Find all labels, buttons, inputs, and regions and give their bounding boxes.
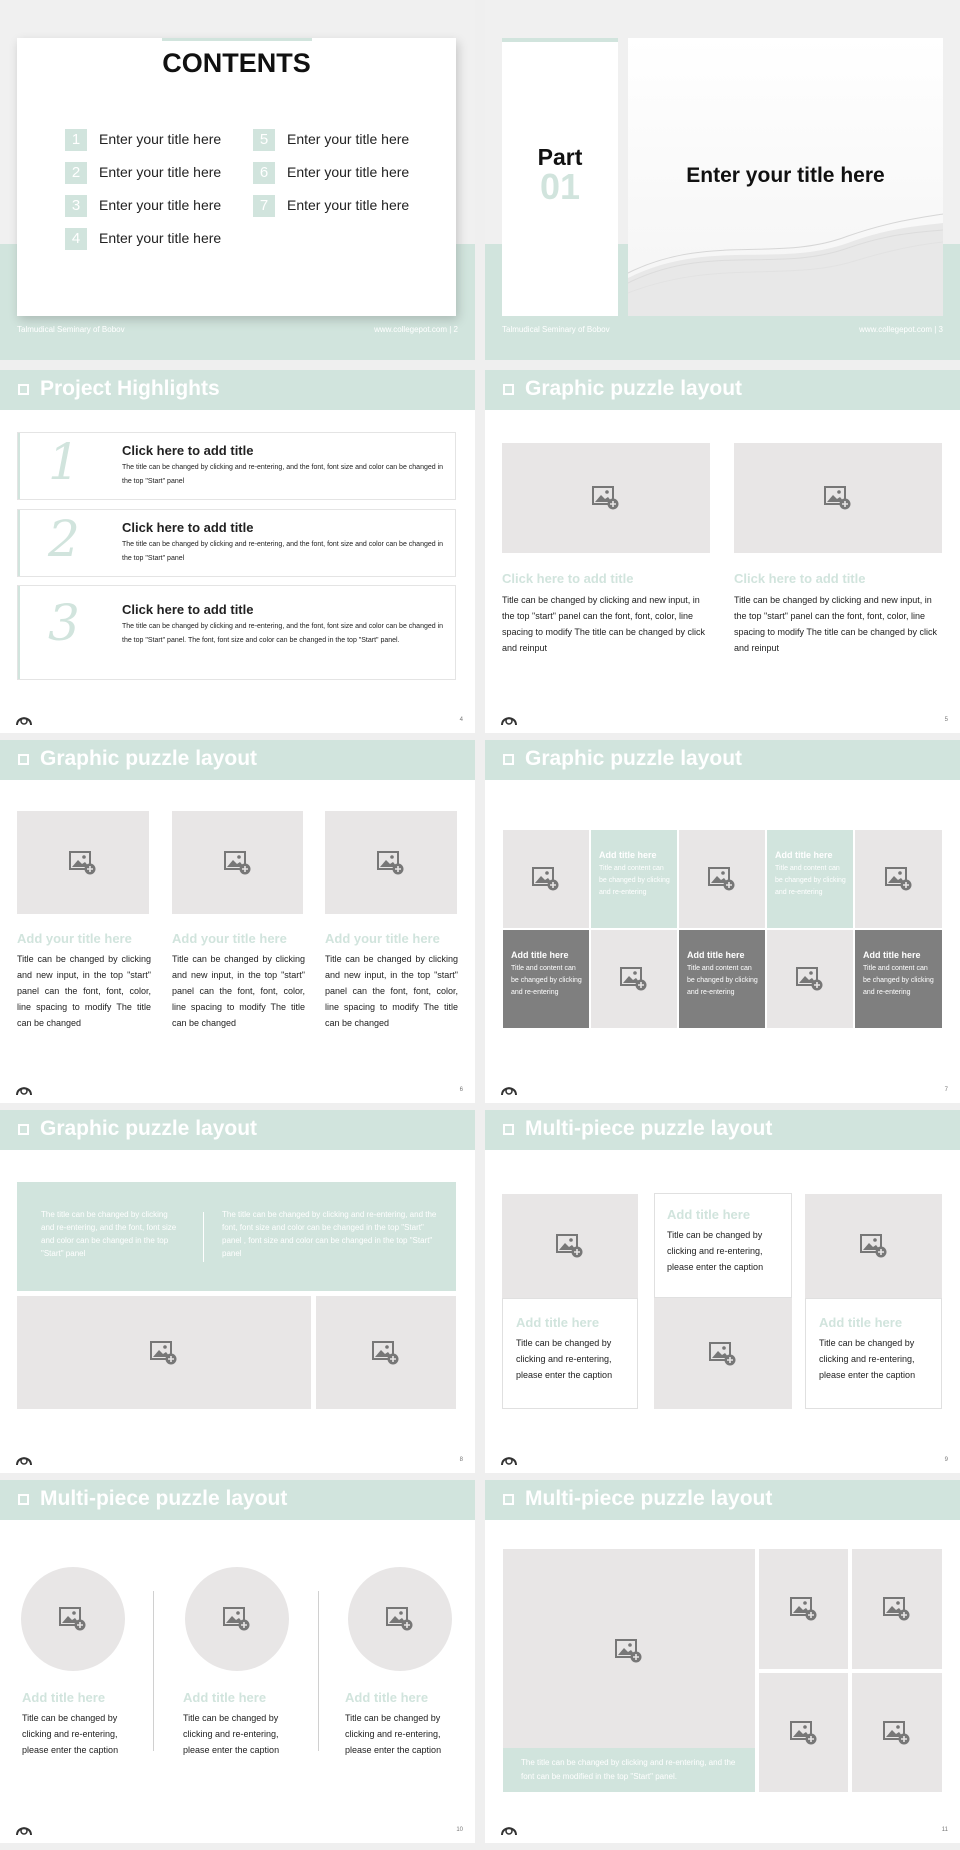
section-title: Enter your title here <box>686 164 885 187</box>
checkbox-icon <box>18 384 29 395</box>
image-icon <box>223 1607 251 1631</box>
cell-text: Title and content can be changed by clicking and re-entering <box>687 965 758 996</box>
contents-card <box>17 38 456 316</box>
caption-box[interactable] <box>654 1193 792 1298</box>
highlight-item[interactable] <box>17 585 456 680</box>
image-placeholder-circle[interactable] <box>348 1567 452 1671</box>
slide-header-title: Project Highlights <box>40 377 220 400</box>
slide-graphic-puzzle-grid[interactable] <box>485 740 960 1103</box>
slide-header <box>485 1110 960 1150</box>
text-cell[interactable] <box>767 830 853 928</box>
slide-multi-piece-blocks[interactable] <box>485 1110 960 1473</box>
footer-left: Talmudical Seminary of Bobov <box>17 325 125 334</box>
banner-text-left: The title can be changed by clicking and re-entering, and the font, font size and color can be changed in the top "Start" panel <box>41 1210 177 1258</box>
cell-title: Add title here <box>687 950 745 960</box>
slide-header <box>485 370 960 410</box>
column-text: Title can be changed by clicking and re-entering, please enter the caption <box>183 1713 280 1755</box>
image-placeholder-circle[interactable] <box>21 1567 125 1671</box>
highlight-title: Click here to add title <box>122 602 254 617</box>
logo-icon <box>15 1081 33 1097</box>
checkbox-icon <box>18 1494 29 1505</box>
image-icon <box>860 1234 888 1258</box>
cell-text: Title and content can be changed by clicking and re-entering <box>511 965 582 996</box>
column-title[interactable]: Add title here <box>22 1690 106 1705</box>
title-card <box>628 38 943 316</box>
item-number: 2 <box>65 162 87 184</box>
slide-contents[interactable] <box>0 0 475 360</box>
page-number: 6 <box>459 1087 463 1093</box>
item-number: 6 <box>253 162 275 184</box>
slide-graphic-puzzle-2col[interactable] <box>485 370 960 733</box>
column-title[interactable]: Add title here <box>183 1690 267 1705</box>
cell-title: Add title here <box>667 1207 751 1222</box>
logo-icon <box>500 1451 518 1467</box>
column-text: Title can be changed by clicking and new input, in the top "start" panel can the font, font, color, line spacing to modify The title can be changed <box>172 954 305 1028</box>
image-icon <box>386 1607 414 1631</box>
column-title[interactable]: Add your title here <box>325 931 440 946</box>
image-icon <box>708 867 736 891</box>
image-icon <box>883 1597 911 1621</box>
cell-text: Title can be changed by clicking and re-entering, please enter the caption <box>516 1338 613 1380</box>
text-cell[interactable] <box>855 930 942 1028</box>
page-number: 7 <box>944 1087 948 1093</box>
logo-icon <box>15 1451 33 1467</box>
page-number: 10 <box>456 1827 463 1833</box>
image-placeholder[interactable] <box>502 443 710 553</box>
image-icon <box>790 1721 818 1745</box>
item-number: 4 <box>65 228 87 250</box>
slide-graphic-puzzle-3col[interactable] <box>0 740 475 1103</box>
item-title: Enter your title here <box>99 131 222 147</box>
image-icon <box>59 1607 87 1631</box>
item-number: 1 <box>65 129 87 151</box>
slide-header-title: Graphic puzzle layout <box>525 377 743 400</box>
image-placeholder[interactable] <box>767 930 853 1028</box>
image-icon <box>885 867 913 891</box>
image-placeholder[interactable] <box>172 811 303 914</box>
text-cell[interactable] <box>591 830 677 928</box>
image-icon <box>556 1234 584 1258</box>
item-number: 5 <box>253 129 275 151</box>
text-cell[interactable] <box>679 930 765 1028</box>
highlight-text: The title can be changed by clicking and re-entering, and the font, font size and color can be changed in the top "Start" panel <box>122 541 444 562</box>
page-number: 5 <box>944 717 948 723</box>
logo-icon <box>15 711 33 727</box>
image-placeholder[interactable] <box>502 1194 638 1298</box>
checkbox-icon <box>503 1124 514 1135</box>
column-text: Title can be changed by clicking and re-entering, please enter the caption <box>345 1713 442 1755</box>
slide-header <box>485 1480 960 1520</box>
text-banner[interactable] <box>17 1182 456 1291</box>
slide-header-title: Graphic puzzle layout <box>40 1117 258 1140</box>
highlight-text: The title can be changed by clicking and re-entering, and the font, font size and color can be changed in the top "Start" panel. The font, font size and color can be changed in the top "Start" panel. <box>122 623 444 644</box>
slide-header <box>0 370 475 410</box>
slide-part[interactable] <box>485 0 960 360</box>
image-icon <box>620 967 648 991</box>
page-number: 8 <box>459 1457 463 1463</box>
image-placeholder[interactable] <box>17 1296 311 1409</box>
slide-multi-piece-circles[interactable] <box>0 1480 475 1843</box>
checkbox-icon <box>18 1124 29 1135</box>
slide-header-title: Graphic puzzle layout <box>40 747 258 770</box>
part-label: Part <box>537 144 583 170</box>
divider <box>318 1591 319 1751</box>
contents-heading: CONTENTS <box>162 48 311 78</box>
caption-strip <box>503 1748 755 1792</box>
footer-left: Talmudical Seminary of Bobov <box>502 325 610 334</box>
image-placeholder[interactable] <box>759 1549 848 1669</box>
item-title: Enter your title here <box>287 164 410 180</box>
image-placeholder-circle[interactable] <box>185 1567 289 1671</box>
image-placeholder[interactable] <box>855 830 942 928</box>
caption-text: The title can be changed by clicking and re-entering, and the font can be modified in the top "Start" panel. <box>521 1758 736 1781</box>
checkbox-icon <box>503 1494 514 1505</box>
image-icon <box>532 867 560 891</box>
highlight-item[interactable] <box>17 432 456 500</box>
image-icon <box>824 486 852 510</box>
slide-project-highlights[interactable] <box>0 370 475 733</box>
highlight-title: Click here to add title <box>122 443 254 458</box>
cell-title: Add title here <box>863 950 921 960</box>
column-text: Title can be changed by clicking and new input, in the top "start" panel can the font, font, color, line spacing to modify The title can be changed <box>17 954 151 1028</box>
image-icon <box>790 1597 818 1621</box>
slide-header <box>0 740 475 780</box>
item-number: 3 <box>65 195 87 217</box>
part-card <box>502 38 618 316</box>
image-placeholder[interactable] <box>852 1549 942 1669</box>
cell-text: Title can be changed by clicking and re-entering, please enter the caption <box>819 1338 916 1380</box>
image-placeholder[interactable] <box>325 811 457 914</box>
item-title: Enter your title here <box>287 197 410 213</box>
highlight-number: 3 <box>48 594 80 652</box>
image-placeholder[interactable] <box>679 830 765 928</box>
slide-multi-piece-mosaic[interactable] <box>485 1480 960 1843</box>
image-icon <box>377 851 405 875</box>
cell-title: Add title here <box>819 1315 903 1330</box>
image-placeholder[interactable] <box>805 1194 942 1298</box>
caption-box[interactable] <box>502 1298 638 1409</box>
page-number: 11 <box>941 1827 948 1833</box>
slide-header-title: Graphic puzzle layout <box>525 747 743 770</box>
slide-header <box>485 740 960 780</box>
cell-title: Add title here <box>511 950 569 960</box>
image-icon <box>224 851 252 875</box>
image-icon <box>592 486 620 510</box>
slide-graphic-puzzle-banner[interactable] <box>0 1110 475 1473</box>
image-placeholder[interactable] <box>591 930 677 1028</box>
checkbox-icon <box>503 384 514 395</box>
part-number: 01 <box>539 166 581 207</box>
item-title: Enter your title here <box>99 164 222 180</box>
slide-header-title: Multi-piece puzzle layout <box>525 1117 773 1140</box>
cell-text: Title and content can be changed by clicking and re-entering <box>863 965 934 996</box>
cell-text: Title and content can be changed by clicking and re-entering <box>775 865 846 896</box>
image-icon <box>69 851 97 875</box>
image-placeholder[interactable] <box>503 1549 755 1792</box>
image-icon <box>615 1639 643 1663</box>
cell-text: Title can be changed by clicking and re-entering, please enter the caption <box>667 1230 764 1272</box>
column-title[interactable]: Add title here <box>345 1690 429 1705</box>
logo-icon <box>500 1081 518 1097</box>
image-placeholder[interactable] <box>17 811 149 914</box>
column-text: Title can be changed by clicking and new input, in the top "start" panel can the font, font, color, line spacing to modify The title can be changed by click and reinput <box>734 595 937 653</box>
footer-right: www.collegepot.com | 2 <box>374 325 458 334</box>
column-title[interactable]: Click here to add title <box>734 571 866 586</box>
image-placeholder[interactable] <box>759 1673 848 1792</box>
column-title[interactable]: Add your title here <box>172 931 287 946</box>
image-placeholder[interactable] <box>654 1298 792 1409</box>
item-title: Enter your title here <box>287 131 410 147</box>
image-placeholder[interactable] <box>734 443 942 553</box>
slide-header-title: Multi-piece puzzle layout <box>40 1487 288 1510</box>
highlight-text: The title can be changed by clicking and re-entering, and the font, font size and color can be changed in the top "Start" panel <box>122 464 444 485</box>
image-icon <box>796 967 824 991</box>
image-placeholder[interactable] <box>852 1673 942 1792</box>
column-title[interactable]: Add your title here <box>17 931 132 946</box>
divider <box>153 1591 154 1751</box>
column-title[interactable]: Click here to add title <box>502 571 634 586</box>
item-number: 7 <box>253 195 275 217</box>
slide-header-title: Multi-piece puzzle layout <box>525 1487 773 1510</box>
item-title: Enter your title here <box>99 230 222 246</box>
banner-text-right: The title can be changed by clicking and re-entering, and the font, font size and color can be changed in the top "Start" panel , font size and color can be changed in the top "Start" panel <box>222 1210 437 1258</box>
highlight-item[interactable] <box>17 509 456 577</box>
logo-icon <box>500 1821 518 1837</box>
page-number: 4 <box>459 717 463 723</box>
checkbox-icon <box>503 754 514 765</box>
page-number: 9 <box>944 1457 948 1463</box>
footer-right: www.collegepot.com | 3 <box>859 325 943 334</box>
caption-box[interactable] <box>805 1298 942 1409</box>
image-placeholder[interactable] <box>503 830 589 928</box>
text-cell[interactable] <box>503 930 589 1028</box>
highlight-number: 1 <box>48 433 80 491</box>
cell-text: Title and content can be changed by clicking and re-entering <box>599 865 670 896</box>
checkbox-icon <box>18 754 29 765</box>
highlight-number: 2 <box>48 510 80 568</box>
column-text: Title can be changed by clicking and new input, in the top "start" panel can the font, font, color, line spacing to modify The title can be changed by click and reinput <box>502 595 705 653</box>
item-title: Enter your title here <box>99 197 222 213</box>
logo-icon <box>15 1821 33 1837</box>
cell-title: Add title here <box>516 1315 600 1330</box>
column-text: Title can be changed by clicking and re-entering, please enter the caption <box>22 1713 119 1755</box>
image-placeholder[interactable] <box>316 1296 456 1409</box>
image-icon <box>372 1341 400 1365</box>
slide-header <box>0 1480 475 1520</box>
image-icon <box>709 1342 737 1366</box>
cell-title: Add title here <box>599 850 657 860</box>
logo-icon <box>500 711 518 727</box>
highlight-title: Click here to add title <box>122 520 254 535</box>
image-icon <box>883 1721 911 1745</box>
cell-title: Add title here <box>775 850 833 860</box>
image-icon <box>150 1341 178 1365</box>
slide-header <box>0 1110 475 1150</box>
column-text: Title can be changed by clicking and new input, in the top "start" panel can the font, font, color, line spacing to modify The title can be changed <box>325 954 458 1028</box>
